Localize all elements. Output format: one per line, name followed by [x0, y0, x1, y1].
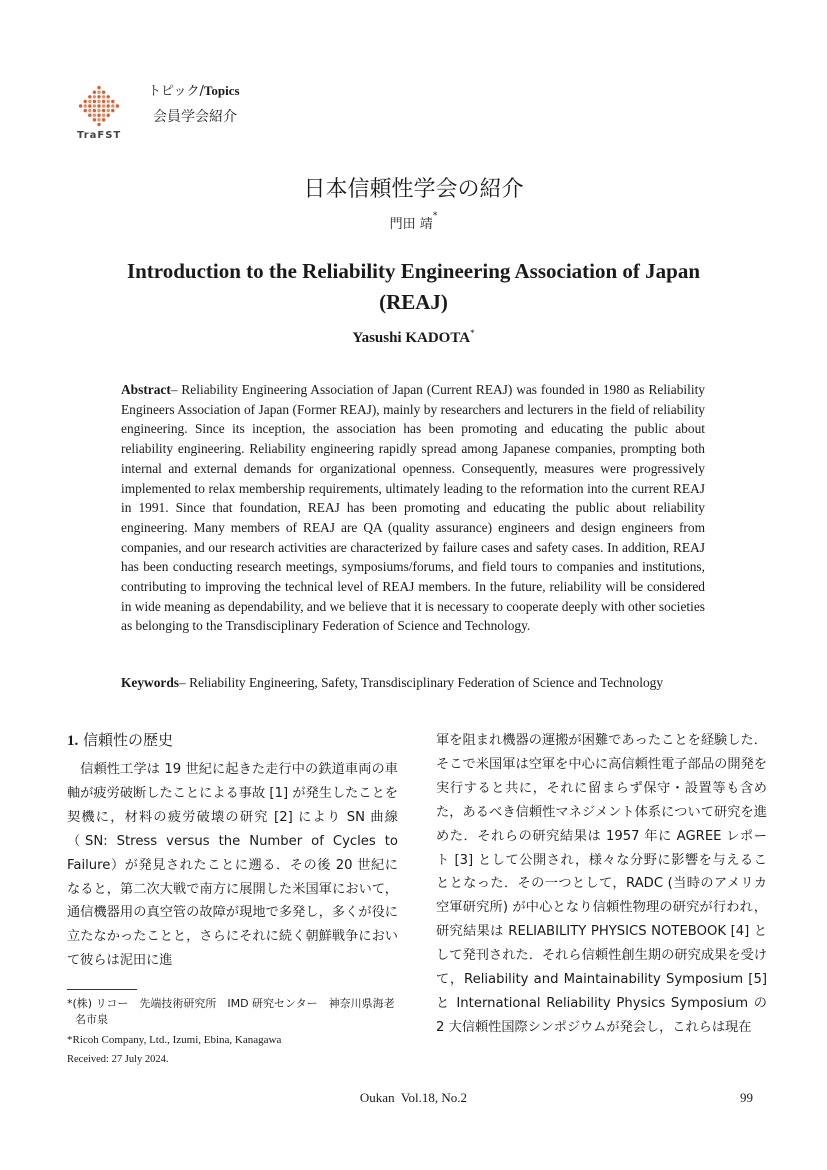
logo-dot [93, 95, 96, 98]
abstract [121, 380, 705, 636]
body-column-right: 軍を阻まれ機器の運搬が困難であったことを経験した．そこで米国軍は空軍を中心に高信頼性電子部品の開発を実行すると共に，それに留まらず保守・設置等も含めた，あるべき信頼性マネジメント体系について研究を進めた．それらの研究結果は 1957 年に AGREE レポート [3] として公開され，様々な分野に影響を与えることとなった．その一つとして，RADC (当時のアメリカ空軍研究所) が中心となり信頼性物理の研究が行われ，研究結果は RELIABILITY PHYSICS NOTEBOOK [4] として発刊された．それら信頼性創生期の研究成果を受けて，Reliability and Maintainability Symposium [5] と International Reliability Physics Symposium の 2 大信頼性国際シンポジウムが発会し，これらは現在 [436, 733, 767, 1035]
logo-dot [97, 91, 100, 94]
trafst-logo [72, 84, 126, 144]
logo-dot [93, 118, 96, 121]
author-japanese: 門田 靖* [389, 211, 438, 232]
footnotes [67, 996, 401, 1072]
logo-dot [84, 104, 87, 107]
logo-dot [84, 100, 87, 103]
logo-dot [88, 114, 91, 117]
logo-dot [111, 100, 114, 103]
logo-dot [88, 104, 91, 107]
topic-label: トピック/Topics [148, 83, 240, 99]
section-heading: 1. 信頼性の歴史 [67, 731, 174, 749]
abstract-label: Abstract [121, 382, 171, 397]
logo-dot [102, 95, 105, 98]
logo-dot [107, 114, 110, 117]
logo-dot [88, 109, 91, 112]
body-column-left: 信頼性工学は 19 世紀に起きた走行中の鉄道車両の車軸が疲労破断したことによる事故 [1] が発生したことを契機に，材料の疲労破壊の研究 [2] により SN 曲線（SN: Stress versus the Number of Cycles to Failure）が発見されたことに遡る．その後 20 世紀になると，第二次大戦で南方に展開した米国軍において，通信機器用の真空管の故障が現地で多発し，多くが役に立たなかったことと，さらにそれに続く朝鮮戦争において彼らは泥田に進 [67, 762, 398, 969]
logo-dot [102, 100, 105, 103]
title-japanese: 日本信頼性学会の紹介 [303, 177, 524, 202]
logo-dot [88, 95, 91, 98]
footnote-affiliation-ja: *(株) リコー 先端技術研究所 IMD 研究センター 神奈川県海老名市泉 [67, 997, 395, 1026]
logo-dot [111, 104, 114, 107]
logo-dot [97, 104, 100, 107]
logo-dot [79, 104, 82, 107]
logo-dot [102, 118, 105, 121]
logo-dot [93, 100, 96, 103]
logo-dot [107, 95, 110, 98]
logo-dot [88, 100, 91, 103]
author-english: Yasushi KADOTA* [352, 328, 475, 346]
trafst-logo-icon [72, 84, 126, 130]
logo-dot [102, 114, 105, 117]
page-number: 99 [740, 1090, 753, 1105]
footnote-divider [67, 989, 137, 990]
logo-dot [97, 123, 100, 126]
logo-dot [93, 91, 96, 94]
logo-dot [93, 104, 96, 107]
logo-dot [107, 109, 110, 112]
footer-journal: Oukan Vol.18, No.2 [359, 1090, 468, 1105]
footnote-received: Received: 27 July 2024. [67, 1054, 169, 1065]
logo-dot [97, 114, 100, 117]
keywords-label: Keywords [121, 675, 180, 690]
logo-dot [111, 109, 114, 112]
title-english: Introduction to the Reliability Engineering Association of Japan (REAJ) [126, 259, 701, 314]
logo-dot [84, 109, 87, 112]
topic-category: 会員学会紹介 [153, 109, 237, 125]
logo-dot [97, 109, 100, 112]
keywords [121, 673, 711, 692]
logo-dot [107, 104, 110, 107]
logo-dot [102, 104, 105, 107]
logo-dot [97, 118, 100, 121]
logo-dot [107, 100, 110, 103]
abstract-text: – Reliability Engineering Association of Japan (Current REAJ) was founded in 1980 as Reliability Engineers Association of Japan (Former REAJ), mainly by researchers and lecturers in the field of reliability engineering. Since its inception, the association has been promoting and educating the public about reliability engineering. Reliability engineering rapidly spread among Japanese companies, prompting both internal and external demands for organizational openness. Consequently, measures were progressively implemented to relax membership requirements, ultimately leading to the reformation into the current REAJ in 1991. Since that foundation, REAJ has been promoting and educating the public about reliability engineering. Many members of REAJ are QA (quality assurance) engineers and design engineers from companies, and our research activities are characterized by failure cases and safety cases. In addition, REAJ has been conducting research meetings, symposiums/forums, and field tours to companies and institutions, contributing to improving the technical level of REAJ members. In the future, reliability will be considered in wide meaning as dependability, and we believe that it is necessary to cooperate deeply with other societies as belonging to the Transdisciplinary Federation of Science and Technology. [121, 382, 705, 634]
logo-text: TraFST [77, 130, 122, 141]
logo-dot [102, 91, 105, 94]
logo-dot [97, 86, 100, 89]
logo-dot [102, 109, 105, 112]
logo-dot [97, 100, 100, 103]
footnote-affiliation-en: *Ricoh Company, Ltd., Izumi, Ebina, Kanagawa [67, 1034, 282, 1046]
logo-dot [116, 104, 119, 107]
logo-dot [97, 95, 100, 98]
logo-dot [93, 114, 96, 117]
logo-dot [93, 109, 96, 112]
keywords-text: – Reliability Engineering, Safety, Transdisciplinary Federation of Science and Technology [179, 675, 664, 690]
